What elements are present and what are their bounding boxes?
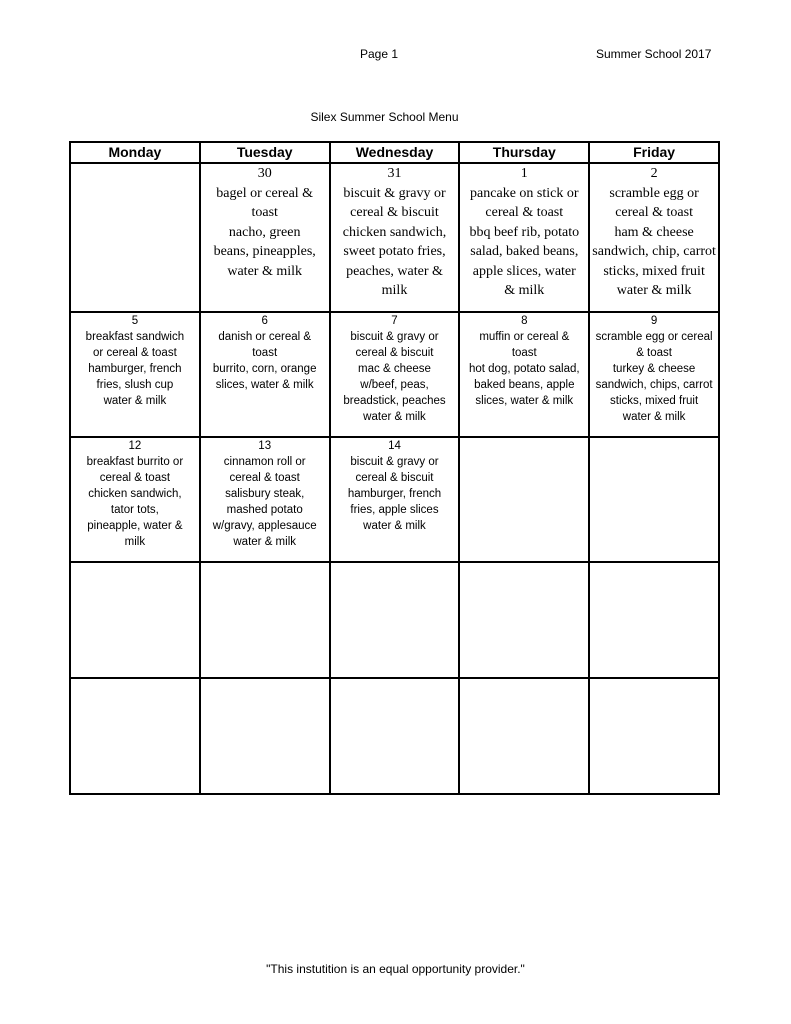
day-cell: [330, 562, 460, 678]
menu-items: biscuit & gravy or cereal & biscuit mac & cheese w/beef, peas, breadstick, peaches water & milk: [343, 331, 446, 423]
document-title: Summer School 2017: [596, 47, 712, 61]
week-row-2: [70, 312, 719, 437]
day-cell: [200, 163, 330, 312]
menu-title: Silex Summer School Menu: [310, 110, 459, 124]
day-cell: [589, 562, 719, 678]
day-cell: [589, 163, 719, 312]
week-row-1: [70, 163, 719, 312]
day-cell: [330, 312, 460, 437]
day-cell: [459, 562, 589, 678]
date-number: 6: [261, 315, 268, 327]
day-cell: [589, 437, 719, 562]
menu-items: danish or cereal & toast burrito, corn, orange slices, water & milk: [212, 331, 317, 391]
day-cell: [70, 437, 200, 562]
day-cell: [459, 678, 589, 794]
date-number: 8: [521, 315, 528, 327]
day-cell: [330, 437, 460, 562]
menu-items: cinnamon roll or cereal & toast salisbury steak, mashed potato w/gravy, applesauce water & milk: [212, 456, 317, 548]
day-cell: [70, 312, 200, 437]
day-cell: [200, 312, 330, 437]
date-number: 12: [128, 440, 142, 452]
week-row-5: [70, 678, 719, 794]
date-number: 7: [391, 315, 398, 327]
menu-items: pancake on stick or cereal & toast bbq beef rib, potato salad, baked beans, apple slices, water & milk: [469, 185, 580, 298]
date-number: 31: [387, 166, 402, 181]
day-cell: [200, 562, 330, 678]
menu-items: bagel or cereal & toast nacho, green beans, pineapples, water & milk: [213, 185, 316, 279]
footer-statement: "This instutition is an equal opportunity provider.": [266, 962, 525, 976]
date-number: 1: [520, 166, 528, 181]
day-header-wednesday: Wednesday: [330, 142, 460, 163]
day-cell: [330, 678, 460, 794]
date-number: 9: [650, 315, 658, 327]
day-cell: [200, 437, 330, 562]
week-row-4: [70, 562, 719, 678]
day-cell: [589, 312, 719, 437]
date-number: 5: [131, 315, 139, 327]
page-number: Page 1: [360, 47, 399, 61]
day-cell: [200, 678, 330, 794]
day-cell: [70, 163, 200, 312]
menu-calendar-table: [69, 141, 720, 795]
day-cell: [589, 678, 719, 794]
day-header-tuesday: Tuesday: [200, 142, 330, 163]
day-header-row: [70, 142, 719, 163]
week-row-3: [70, 437, 719, 562]
menu-items: scramble egg or cereal & toast turkey & cheese sandwich, chips, carrot sticks, mixed fruit water & milk: [595, 331, 713, 423]
day-cell: [70, 678, 200, 794]
date-number: 2: [650, 166, 658, 181]
day-header-friday: Friday: [589, 142, 719, 163]
day-header-monday: Monday: [70, 142, 200, 163]
day-cell: [459, 437, 589, 562]
menu-items: breakfast burrito or cereal & toast chicken sandwich, tator tots, pineapple, water & milk: [86, 456, 184, 548]
date-number: 14: [388, 440, 401, 452]
day-header-thursday: Thursday: [459, 142, 589, 163]
menu-items: biscuit & gravy or cereal & biscuit chicken sandwich, sweet potato fries, peaches, water & milk: [342, 185, 447, 298]
day-cell: [330, 163, 460, 312]
day-cell: [459, 312, 589, 437]
day-cell: [70, 562, 200, 678]
menu-items: breakfast sandwich or cereal & toast hamburger, french fries, slush cup water & milk: [85, 331, 185, 407]
day-cell: [459, 163, 589, 312]
menu-items: biscuit & gravy or cereal & biscuit hamburger, french fries, apple slices water & milk: [347, 456, 442, 532]
date-number: 30: [257, 166, 272, 181]
menu-items: muffin or cereal & toast hot dog, potato salad, baked beans, apple slices, water & milk: [468, 331, 580, 407]
menu-items: scramble egg or cereal & toast ham & cheese sandwich, chip, carrot sticks, mixed fruit water & milk: [592, 185, 716, 298]
date-number: 13: [258, 440, 272, 452]
